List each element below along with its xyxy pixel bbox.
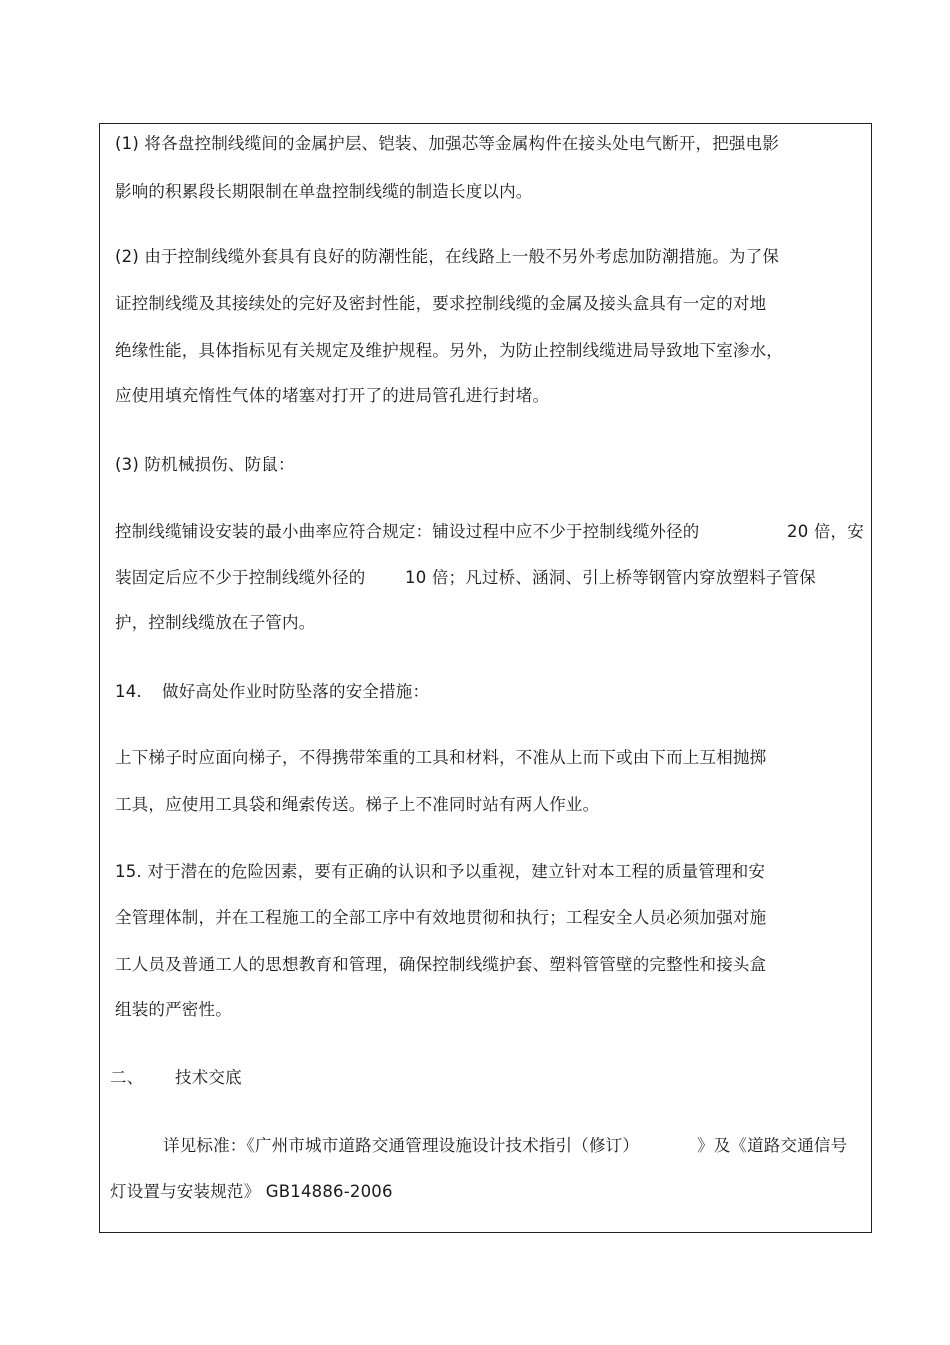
reference-line-2: 灯设置与安装规范》 GB14886-2006 bbox=[110, 1182, 393, 1201]
reference-line-1a: 详见标准：《广州市城市道路交通管理设施设计技术指引（修订） bbox=[163, 1136, 640, 1155]
item-15-line-2: 全管理体制，并在工程施工的全部工序中有效地贯彻和执行；工程安全人员必须加强对施 bbox=[115, 908, 767, 927]
para-5-line-2: 工具，应使用工具袋和绳索传送。梯子上不准同时站有两人作业。 bbox=[115, 795, 600, 814]
para-2-line-2: 证控制线缆及其接续处的完好及密封性能，要求控制线缆的金属及接头盒具有一定的对地 bbox=[115, 294, 767, 313]
item-15-line-3: 工人员及普通工人的思想教育和管理，确保控制线缆护套、塑料管管壁的完整性和接头盒 bbox=[115, 955, 767, 974]
item-14-title: 做好高处作业时防坠落的安全措施： bbox=[162, 682, 430, 701]
para-4-line-2a: 装固定后应不少于控制线缆外径的 bbox=[115, 568, 366, 587]
para-4-line-3: 护，控制线缆放在子管内。 bbox=[115, 613, 316, 632]
section-2-number: 二、 bbox=[110, 1068, 144, 1087]
para-1-line-1: (1) 将各盘控制线缆间的金属护层、铠装、加强芯等金属构件在接头处电气断开，把强电影 bbox=[115, 134, 780, 153]
reference-line-1b: 》及《道路交通信号 bbox=[697, 1136, 848, 1155]
item-14-number: 14. bbox=[115, 682, 142, 701]
para-2-line-1: (2) 由于控制线缆外套具有良好的防潮性能，在线路上一般不另外考虑加防潮措施。为了保 bbox=[115, 247, 780, 266]
para-4-line-2b: 10 倍；凡过桥、涵洞、引上桥等钢管内穿放塑料子管保 bbox=[405, 568, 816, 587]
para-5-line-1: 上下梯子时应面向梯子，不得携带笨重的工具和材料，不准从上而下或由下而上互相抛掷 bbox=[115, 748, 767, 767]
item-15-line-1: 15. 对于潜在的危险因素，要有正确的认识和予以重视，建立针对本工程的质量管理和安 bbox=[115, 862, 766, 881]
para-1-line-2: 影响的积累段长期限制在单盘控制线缆的制造长度以内。 bbox=[115, 182, 533, 201]
content-frame bbox=[99, 123, 872, 1233]
para-2-line-4: 应使用填充惰性气体的堵塞对打开了的进局管孔进行封堵。 bbox=[115, 386, 550, 405]
para-3-heading: (3) 防机械损伤、防鼠： bbox=[115, 455, 295, 474]
item-15-line-4: 组装的严密性。 bbox=[115, 1000, 232, 1019]
para-2-line-3: 绝缘性能，具体指标见有关规定及维护规程。另外，为防止控制线缆进局导致地下室渗水， bbox=[115, 341, 783, 360]
para-4-line-1b: 20 倍，安 bbox=[787, 522, 864, 541]
para-4-line-1a: 控制线缆铺设安装的最小曲率应符合规定：铺设过程中应不少于控制线缆外径的 bbox=[115, 522, 700, 541]
section-2-title: 技术交底 bbox=[175, 1068, 242, 1087]
